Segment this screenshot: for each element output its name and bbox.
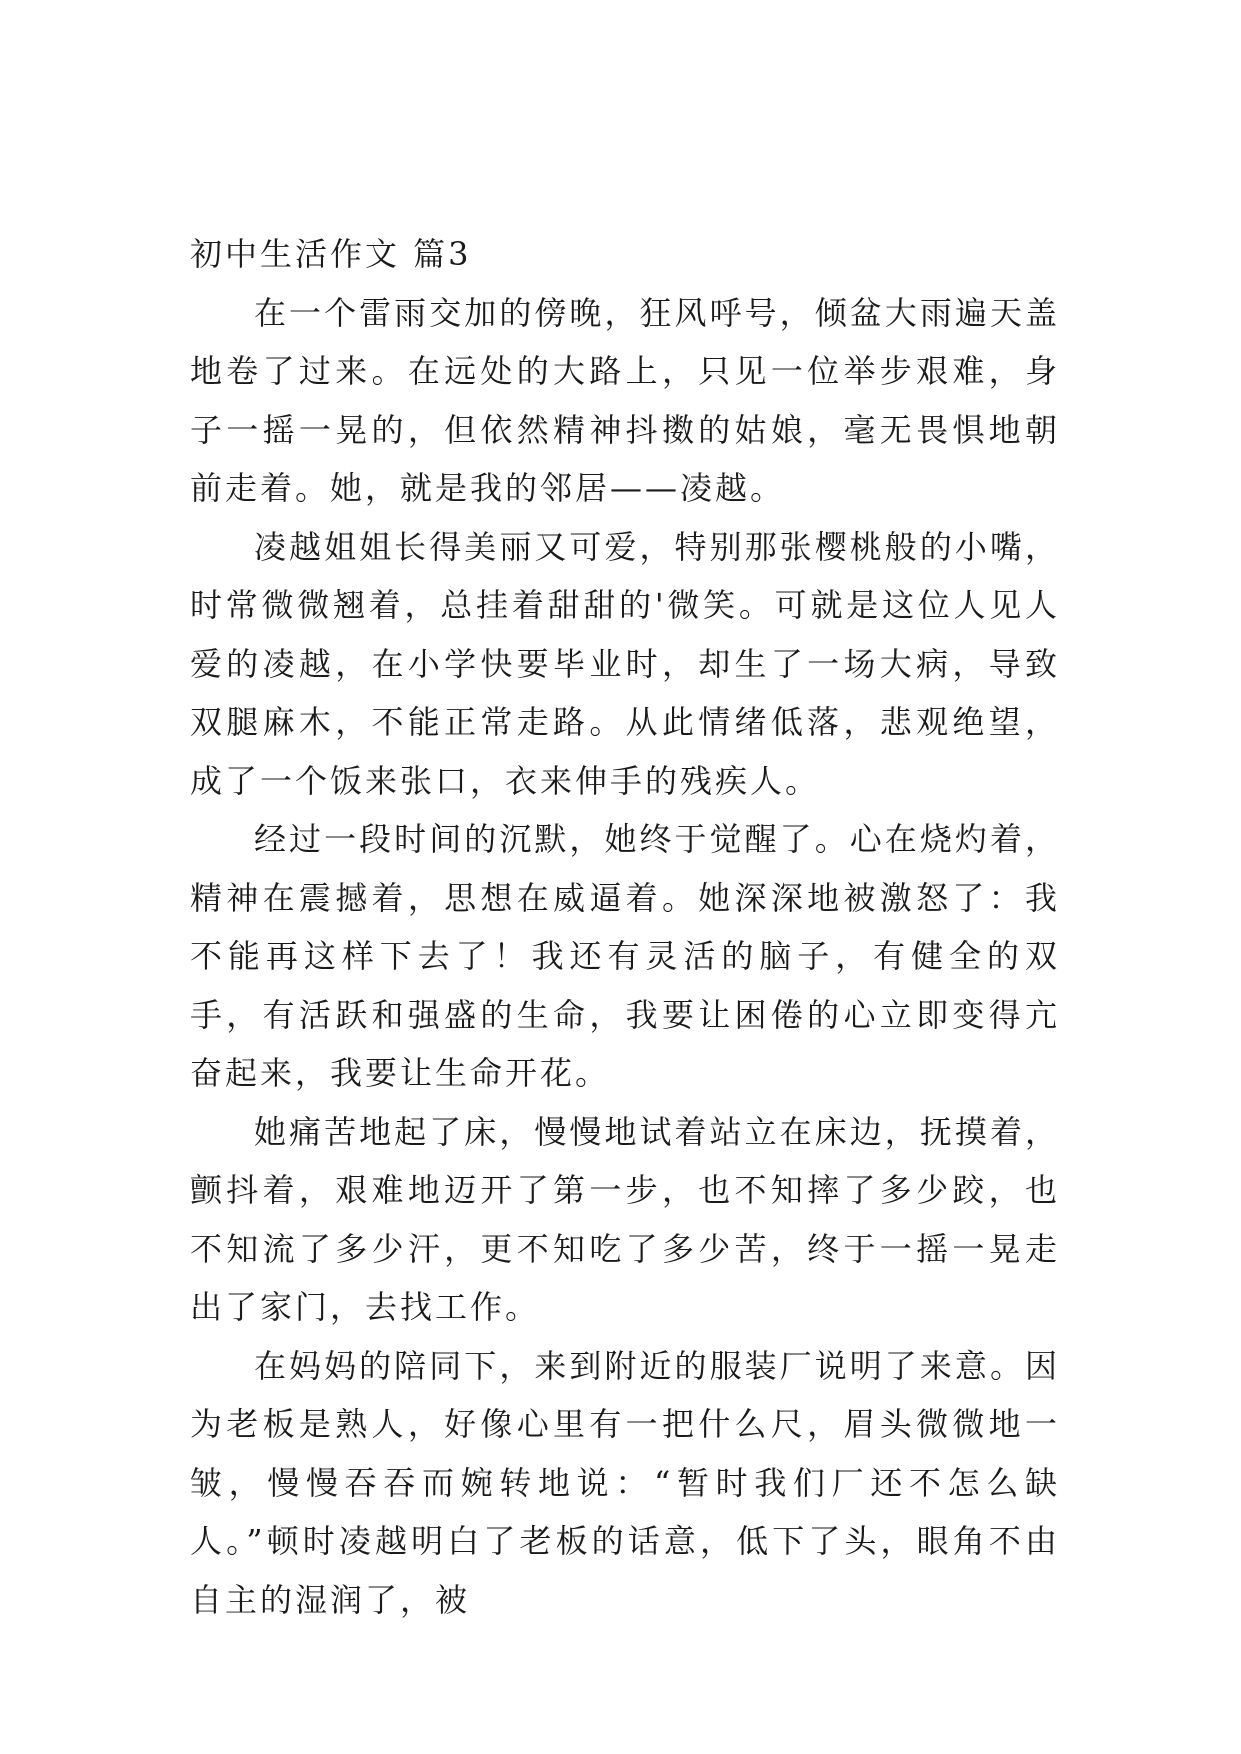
paragraph-1: 在一个雷雨交加的傍晚，狂风呼号，倾盆大雨遍天盖地卷了过来。在远处的大路上，只见一位举步艰难，身子一摇一晃的，但依然精神抖擞的姑娘，毫无畏惧地朝前走着。她，就是我的邻居——凌越。 bbox=[190, 293, 1060, 507]
essay-title: 初中生活作文 篇3 bbox=[190, 235, 472, 273]
paragraph-5: 在妈妈的陪同下，来到附近的服装厂说明了来意。因为老板是熟人，好像心里有一把什么尺，眉头微微地一皱，慢慢吞吞而婉转地说：“暂时我们厂还不怎么缺人。”顿时凌越明白了老板的话意，低下了头，眼角不由自主的湿润了，被 bbox=[190, 1346, 1060, 1619]
paragraph-4: 她痛苦地起了床，慢慢地试着站立在床边，抚摸着，颤抖着，艰难地迈开了第一步，也不知摔了多少跤，也不知流了多少汗，更不知吃了多少苦，终于一摇一晃走出了家门，去找工作。 bbox=[190, 1112, 1060, 1326]
essay-body bbox=[190, 225, 1060, 1629]
paragraph-3: 经过一段时间的沉默，她终于觉醒了。心在烧灼着，精神在震撼着，思想在威逼着。她深深地被激怒了：我不能再这样下去了！我还有灵活的脑子，有健全的双手，有活跃和强盛的生命，我要让困倦的心立即变得亢奋起来，我要让生命开花。 bbox=[190, 820, 1060, 1092]
paragraph-2: 凌越姐姐长得美丽又可爱，特别那张樱桃般的小嘴，时常微微翘着，总挂着甜甜的'微笑。可就是这位人见人爱的凌越，在小学快要毕业时，却生了一场大病，导致双腿麻木，不能正常走路。从此情绪低落，悲观绝望，成了一个饭来张口，衣来伸手的残疾人。 bbox=[190, 527, 1060, 800]
